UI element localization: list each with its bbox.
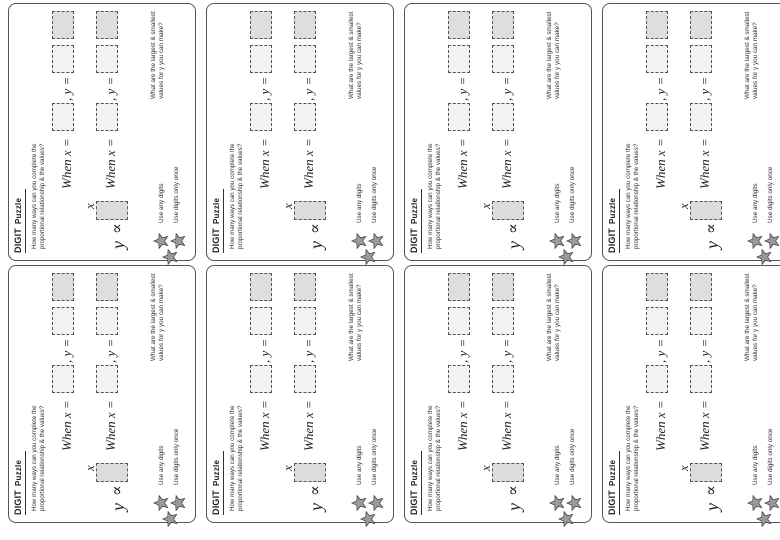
hint-use-any-digits: Use any digits <box>356 445 363 485</box>
largest-smallest-prompt: What are the largest & smallest values for y you can make? <box>546 11 561 99</box>
largest-smallest-prompt: What are the largest & smallest values for y you can make? <box>150 11 165 99</box>
row2-y-input-box-2[interactable] <box>690 11 712 39</box>
row2-y-input-box[interactable] <box>690 307 712 335</box>
star-icon <box>747 233 763 249</box>
row2-y-label: , y = <box>301 338 316 363</box>
row2-x-input-box[interactable] <box>96 365 118 393</box>
row2-y-input-box-2[interactable] <box>492 11 514 39</box>
card-title <box>409 460 419 515</box>
row2-y-label: , y = <box>697 76 712 101</box>
row1-when-x: When x = <box>455 400 470 451</box>
proportional-relationship <box>96 455 136 511</box>
puzzle-card-4 <box>602 265 780 523</box>
constant-input-box[interactable] <box>690 463 722 482</box>
star-icon <box>747 495 763 511</box>
title-puzzle: Puzzle <box>608 459 617 486</box>
row2-when-x: When x = <box>499 138 514 189</box>
puzzle-card-8 <box>602 3 780 261</box>
x-symbol: x <box>82 203 97 209</box>
constant-input-box[interactable] <box>294 201 326 220</box>
row2-when-x: When x = <box>499 400 514 451</box>
row1-y-input-box-2[interactable] <box>448 11 470 39</box>
proportional-relationship <box>690 193 730 249</box>
row1-y-input-box[interactable] <box>250 45 272 73</box>
largest-smallest-prompt: What are the largest & smallest values for y you can make? <box>744 11 759 99</box>
title-digit: DIGIT <box>211 490 221 515</box>
x-symbol: x <box>82 465 97 471</box>
puzzle-card-5 <box>8 3 196 261</box>
row1-y-label: , y = <box>59 76 74 101</box>
row1-y-input-box-2[interactable] <box>52 11 74 39</box>
largest-smallest-prompt: What are the largest & smallest values for y you can make? <box>150 273 165 361</box>
question-text: How many ways can you complete the proportional relationship & the values? <box>229 143 244 249</box>
row2-when-x: When x = <box>301 138 316 189</box>
proportional-to-symbol: ∝ <box>503 485 522 496</box>
constant-input-box[interactable] <box>96 463 128 482</box>
y-symbol: y <box>108 503 128 511</box>
star-icon <box>162 511 178 527</box>
title-underline <box>619 451 620 515</box>
star-icon <box>764 495 780 511</box>
largest-smallest-prompt: What are the largest & smallest values for y you can make? <box>348 273 363 361</box>
row1-y-input-box-2[interactable] <box>646 273 668 301</box>
constant-input-box[interactable] <box>492 463 524 482</box>
title-puzzle: Puzzle <box>410 197 419 224</box>
row2-y-input-box[interactable] <box>690 45 712 73</box>
star-icon <box>360 249 376 265</box>
question-text: How many ways can you complete the proportional relationship & the values? <box>427 143 442 249</box>
row2-y-input-box-2[interactable] <box>294 273 316 301</box>
title-digit: DIGIT <box>211 228 221 253</box>
row2-y-input-box-2[interactable] <box>492 273 514 301</box>
hint-use-digits-once: Use digits only once <box>371 166 378 223</box>
row2-y-label: , y = <box>499 76 514 101</box>
hint-use-any-digits: Use any digits <box>158 183 165 223</box>
hint-use-any-digits: Use any digits <box>752 183 759 223</box>
row2-when-x: When x = <box>103 138 118 189</box>
row2-y-input-box-2[interactable] <box>690 273 712 301</box>
title-puzzle: Puzzle <box>212 459 221 486</box>
x-symbol: x <box>676 203 691 209</box>
question-text: How many ways can you complete the proportional relationship & the values? <box>625 143 640 249</box>
row1-when-x: When x = <box>653 400 668 451</box>
title-underline <box>25 451 26 515</box>
y-symbol: y <box>108 241 128 249</box>
hint-use-digits-once: Use digits only once <box>371 428 378 485</box>
title-underline <box>223 451 224 515</box>
title-puzzle: Puzzle <box>410 459 419 486</box>
row1-when-x: When x = <box>257 400 272 451</box>
question-text: How many ways can you complete the proportional relationship & the values? <box>31 143 46 249</box>
proportional-relationship <box>492 455 532 511</box>
card-title <box>211 460 221 515</box>
x-symbol: x <box>280 203 295 209</box>
row2-y-input-box[interactable] <box>294 307 316 335</box>
card-content <box>10 267 194 521</box>
question-text: How many ways can you complete the proportional relationship & the values? <box>625 405 640 511</box>
y-symbol: y <box>306 503 326 511</box>
hint-use-digits-once: Use digits only once <box>173 428 180 485</box>
row2-y-input-box[interactable] <box>492 45 514 73</box>
largest-smallest-prompt: What are the largest & smallest values for y you can make? <box>744 273 759 361</box>
y-symbol: y <box>702 503 722 511</box>
title-puzzle: Puzzle <box>14 197 23 224</box>
row1-when-x: When x = <box>257 138 272 189</box>
y-symbol: y <box>504 503 524 511</box>
row1-y-input-box[interactable] <box>646 307 668 335</box>
star-icon <box>162 249 178 265</box>
row2-y-label: , y = <box>103 338 118 363</box>
row1-y-label: , y = <box>59 338 74 363</box>
row1-when-x: When x = <box>653 138 668 189</box>
card-content <box>604 5 780 259</box>
hint-use-digits-once: Use digits only once <box>569 166 576 223</box>
row1-y-input-box[interactable] <box>250 307 272 335</box>
row1-x-input-box[interactable] <box>250 103 272 131</box>
x-symbol: x <box>478 203 493 209</box>
star-icon <box>360 511 376 527</box>
star-icon <box>566 495 582 511</box>
star-icon <box>351 233 367 249</box>
card-content <box>10 5 194 259</box>
constant-input-box[interactable] <box>96 201 128 220</box>
row1-when-x: When x = <box>455 138 470 189</box>
hint-use-any-digits: Use any digits <box>356 183 363 223</box>
card-content <box>406 267 590 521</box>
card-title <box>13 460 23 515</box>
proportional-relationship <box>96 193 136 249</box>
card-title <box>409 198 419 253</box>
star-icon <box>549 495 565 511</box>
star-icon <box>368 233 384 249</box>
proportional-to-symbol: ∝ <box>305 223 324 234</box>
row2-y-label: , y = <box>103 76 118 101</box>
puzzle-card-1 <box>8 265 196 523</box>
row1-x-input-box[interactable] <box>52 365 74 393</box>
question-text: How many ways can you complete the proportional relationship & the values? <box>427 405 442 511</box>
star-icon <box>549 233 565 249</box>
y-symbol: y <box>306 241 326 249</box>
hint-use-digits-once: Use digits only once <box>173 166 180 223</box>
title-digit: DIGIT <box>13 228 23 253</box>
star-icon <box>368 495 384 511</box>
row1-when-x: When x = <box>59 138 74 189</box>
card-content <box>604 267 780 521</box>
title-digit: DIGIT <box>607 228 617 253</box>
puzzle-card-3 <box>404 265 592 523</box>
row2-y-input-box-2[interactable] <box>96 11 118 39</box>
constant-input-box[interactable] <box>492 201 524 220</box>
largest-smallest-prompt: What are the largest & smallest values for y you can make? <box>348 11 363 99</box>
row1-y-input-box[interactable] <box>448 45 470 73</box>
x-symbol: x <box>280 465 295 471</box>
row1-x-input-box[interactable] <box>250 365 272 393</box>
card-content <box>208 267 392 521</box>
question-text: How many ways can you complete the proportional relationship & the values? <box>31 405 46 511</box>
y-symbol: y <box>504 241 524 249</box>
card-title <box>607 460 617 515</box>
row1-y-label: , y = <box>257 338 272 363</box>
title-underline <box>421 451 422 515</box>
star-icon <box>764 233 780 249</box>
row1-y-input-box[interactable] <box>52 45 74 73</box>
hint-use-any-digits: Use any digits <box>752 445 759 485</box>
star-icon <box>558 249 574 265</box>
hint-use-any-digits: Use any digits <box>158 445 165 485</box>
title-puzzle: Puzzle <box>608 197 617 224</box>
row2-x-input-box[interactable] <box>690 365 712 393</box>
hint-use-digits-once: Use digits only once <box>569 428 576 485</box>
row2-x-input-box[interactable] <box>96 103 118 131</box>
card-content <box>406 5 590 259</box>
star-icon <box>153 495 169 511</box>
proportional-to-symbol: ∝ <box>701 223 720 234</box>
star-icon <box>153 233 169 249</box>
title-underline <box>619 189 620 253</box>
row2-y-input-box-2[interactable] <box>96 273 118 301</box>
title-puzzle: Puzzle <box>14 459 23 486</box>
row1-x-input-box[interactable] <box>52 103 74 131</box>
star-icon <box>170 233 186 249</box>
proportional-relationship <box>492 193 532 249</box>
row1-y-input-box-2[interactable] <box>52 273 74 301</box>
row1-y-input-box[interactable] <box>448 307 470 335</box>
row1-y-label: , y = <box>257 76 272 101</box>
x-symbol: x <box>478 465 493 471</box>
proportional-to-symbol: ∝ <box>503 223 522 234</box>
row2-when-x: When x = <box>697 400 712 451</box>
title-underline <box>421 189 422 253</box>
title-digit: DIGIT <box>409 490 419 515</box>
star-icon <box>566 233 582 249</box>
row1-x-input-box[interactable] <box>448 103 470 131</box>
row2-y-label: , y = <box>499 338 514 363</box>
title-underline <box>223 189 224 253</box>
title-digit: DIGIT <box>13 490 23 515</box>
proportional-to-symbol: ∝ <box>701 485 720 496</box>
row1-when-x: When x = <box>59 400 74 451</box>
row2-y-label: , y = <box>697 338 712 363</box>
proportional-to-symbol: ∝ <box>305 485 324 496</box>
proportional-to-symbol: ∝ <box>107 223 126 234</box>
proportional-to-symbol: ∝ <box>107 485 126 496</box>
puzzle-card-2 <box>206 265 394 523</box>
row2-when-x: When x = <box>697 138 712 189</box>
row1-y-label: , y = <box>653 76 668 101</box>
row2-x-input-box[interactable] <box>294 365 316 393</box>
row2-y-input-box-2[interactable] <box>294 11 316 39</box>
proportional-relationship <box>294 193 334 249</box>
title-puzzle: Puzzle <box>212 197 221 224</box>
hint-use-digits-once: Use digits only once <box>767 428 774 485</box>
row1-y-input-box-2[interactable] <box>250 273 272 301</box>
row1-y-label: , y = <box>455 76 470 101</box>
row1-y-label: , y = <box>455 338 470 363</box>
y-symbol: y <box>702 241 722 249</box>
row2-when-x: When x = <box>301 400 316 451</box>
star-icon <box>756 249 772 265</box>
card-title <box>211 198 221 253</box>
card-title <box>607 198 617 253</box>
row1-x-input-box[interactable] <box>646 365 668 393</box>
star-icon <box>170 495 186 511</box>
row1-y-input-box[interactable] <box>646 45 668 73</box>
proportional-relationship <box>690 455 730 511</box>
proportional-relationship <box>294 455 334 511</box>
constant-input-box[interactable] <box>294 463 326 482</box>
star-icon <box>756 511 772 527</box>
row2-y-label: , y = <box>301 76 316 101</box>
row1-y-input-box-2[interactable] <box>448 273 470 301</box>
row2-x-input-box[interactable] <box>492 103 514 131</box>
row2-x-input-box[interactable] <box>492 365 514 393</box>
row1-y-input-box-2[interactable] <box>646 11 668 39</box>
puzzle-card-7 <box>404 3 592 261</box>
row1-y-input-box[interactable] <box>52 307 74 335</box>
title-digit: DIGIT <box>607 490 617 515</box>
largest-smallest-prompt: What are the largest & smallest values for y you can make? <box>546 273 561 361</box>
hint-use-any-digits: Use any digits <box>554 445 561 485</box>
hint-use-any-digits: Use any digits <box>554 183 561 223</box>
question-text: How many ways can you complete the proportional relationship & the values? <box>229 405 244 511</box>
row2-x-input-box[interactable] <box>294 103 316 131</box>
card-title <box>13 198 23 253</box>
puzzle-card-6 <box>206 3 394 261</box>
row1-y-label: , y = <box>653 338 668 363</box>
row2-y-input-box[interactable] <box>96 307 118 335</box>
row1-y-input-box-2[interactable] <box>250 11 272 39</box>
star-icon <box>558 511 574 527</box>
title-underline <box>25 189 26 253</box>
title-digit: DIGIT <box>409 228 419 253</box>
row2-y-input-box[interactable] <box>96 45 118 73</box>
row2-when-x: When x = <box>103 400 118 451</box>
row2-y-input-box[interactable] <box>294 45 316 73</box>
hint-use-digits-once: Use digits only once <box>767 166 774 223</box>
x-symbol: x <box>676 465 691 471</box>
row1-x-input-box[interactable] <box>448 365 470 393</box>
star-icon <box>351 495 367 511</box>
row1-x-input-box[interactable] <box>646 103 668 131</box>
constant-input-box[interactable] <box>690 201 722 220</box>
row2-y-input-box[interactable] <box>492 307 514 335</box>
card-content <box>208 5 392 259</box>
row2-x-input-box[interactable] <box>690 103 712 131</box>
